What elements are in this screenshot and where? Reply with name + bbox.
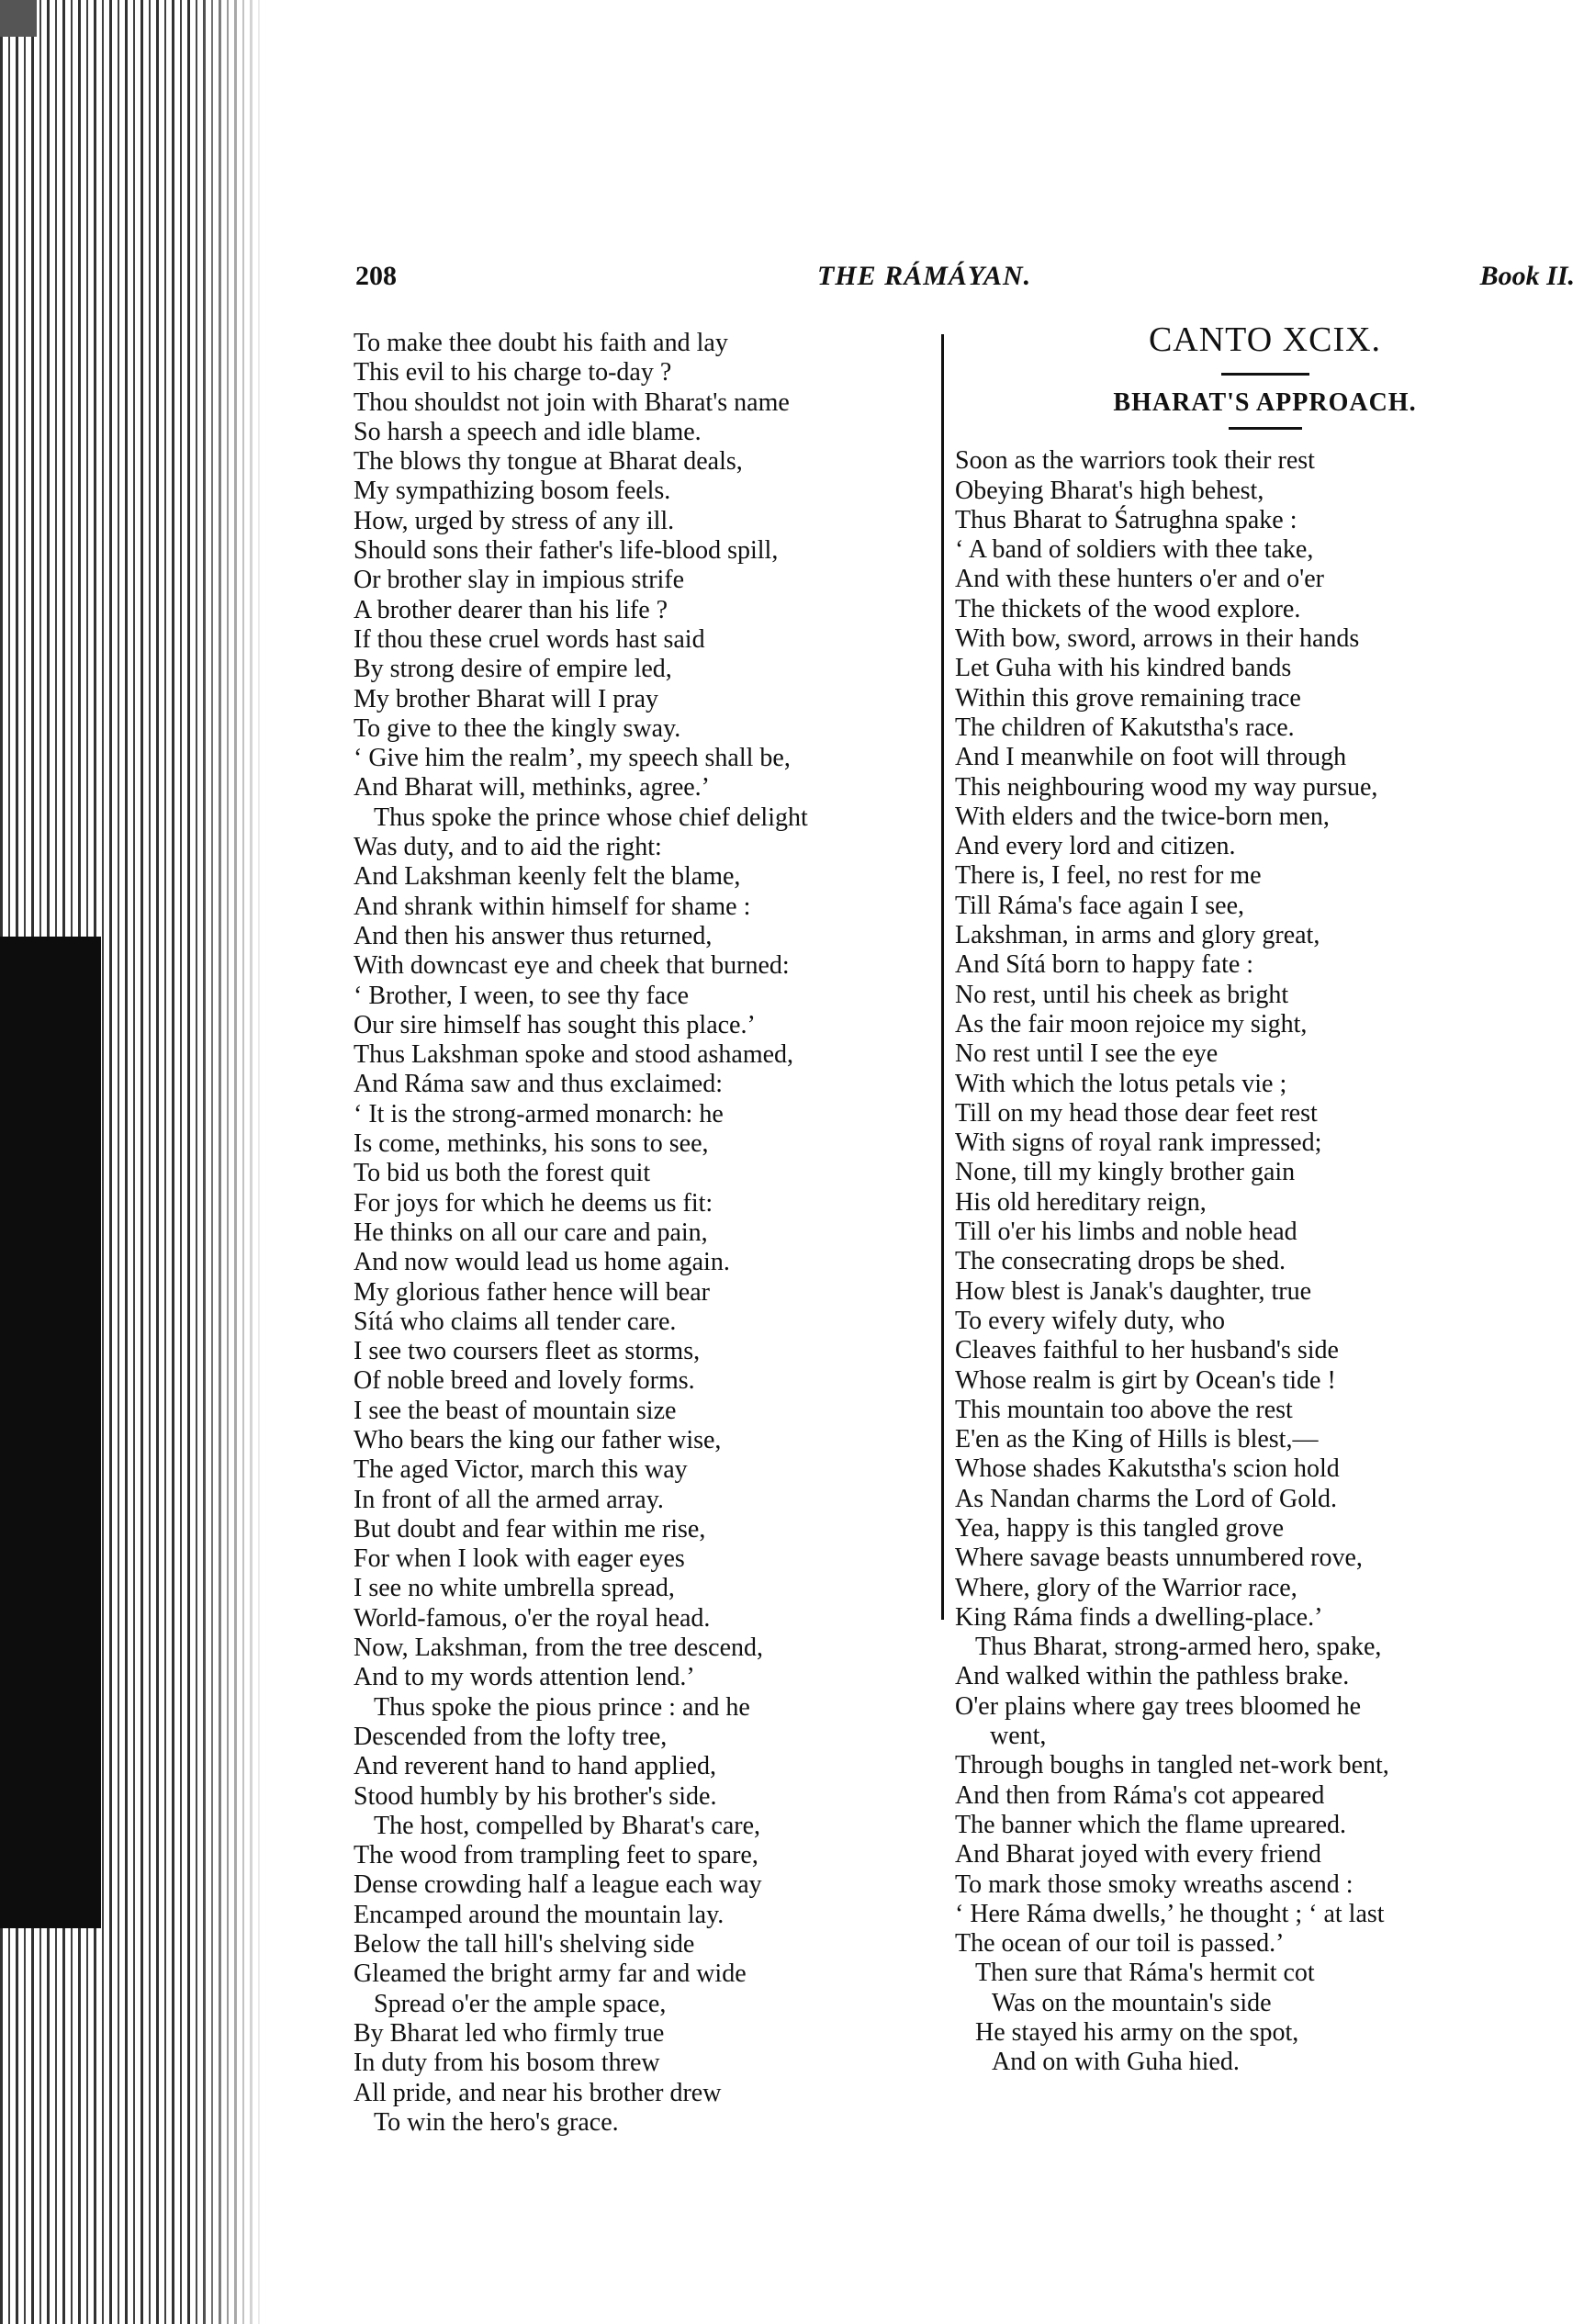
verse-line: The children of Kakutstha's race. (955, 713, 1295, 742)
verse-line: In duty from his bosom threw (354, 2049, 660, 2078)
verse-line: But doubt and fear within me rise, (354, 1514, 706, 1544)
verse-line: The consecrating drops be shed. (955, 1247, 1286, 1276)
verse-line: As the fair moon rejoice my sight, (955, 1009, 1308, 1039)
verse-line: And Bharat joyed with every friend (955, 1840, 1321, 1869)
verse-line: With elders and the twice-born men, (955, 802, 1330, 831)
canto-subtitle: BHARAT'S APPROACH. (1113, 388, 1417, 417)
verse-line: If thou these cruel words hast said (354, 624, 705, 654)
verse-line: Now, Lakshman, from the tree descend, (354, 1634, 764, 1663)
verse-line: By Bharat led who firmly true (354, 2018, 665, 2048)
verse-line: So harsh a speech and idle blame. (354, 417, 702, 446)
binding-fade (193, 0, 266, 2324)
verse-line: He thinks on all our care and pain, (354, 1218, 708, 1247)
verse-line: And then his answer thus returned, (354, 921, 713, 950)
verse-line: Till Ráma's face again I see, (955, 891, 1245, 920)
scan-mark (0, 0, 37, 37)
text-columns (354, 320, 1575, 2257)
verse-line: He stayed his army on the spot, (975, 2018, 1299, 2048)
verse-line: And walked within the pathless brake. (955, 1662, 1350, 1691)
canto-title: CANTO XCIX. (1148, 320, 1382, 359)
verse-line: For when I look with eager eyes (354, 1544, 685, 1574)
verse-line: I see no white umbrella spread, (354, 1574, 675, 1603)
verse-line: ‘ It is the strong-armed monarch: he (354, 1099, 724, 1128)
verse-line: His old hereditary reign, (955, 1187, 1207, 1217)
book-page (354, 257, 1575, 2137)
verse-line: Gleamed the bright army far and wide (354, 1959, 747, 1989)
verse-line: Where savage beasts unnumbered rove, (955, 1544, 1363, 1573)
verse-line: Spread o'er the ample space, (374, 1989, 667, 2018)
verse-line: Was duty, and to aid the right: (354, 833, 662, 862)
verse-line: Who bears the king our father wise, (354, 1425, 722, 1454)
right-column-verses (955, 446, 1575, 2077)
verse-line: Is come, methinks, his sons to see, (354, 1129, 709, 1159)
verse-line: With which the lotus petals vie ; (955, 1069, 1287, 1098)
verse-line: Cleaves faithful to her husband's side (955, 1336, 1339, 1365)
verse-line: The banner which the flame upreared. (955, 1810, 1347, 1839)
verse-line: Encamped around the mountain lay. (354, 1900, 724, 1929)
verse-line: I see two coursers fleet as storms, (354, 1337, 701, 1366)
verse-line: I see the beast of mountain size (354, 1396, 677, 1425)
verse-line: This mountain too above the rest (955, 1395, 1293, 1424)
verse-line: To win the hero's grace. (374, 2107, 619, 2137)
verse-line: My glorious father hence will bear (354, 1277, 710, 1307)
verse-line: To every wifely duty, who (955, 1306, 1226, 1335)
verse-line: Obeying Bharat's high behest, (955, 476, 1264, 505)
verse-line: E'en as the King of Hills is blest,— (955, 1425, 1319, 1454)
verse-line: And now would lead us home again. (354, 1248, 730, 1277)
verse-line: And on with Guha hied. (992, 2048, 1240, 2077)
left-column (354, 329, 941, 2138)
verse-line: The blows thy tongue at Bharat deals, (354, 447, 743, 477)
verse-line: O'er plains where gay trees bloomed he (955, 1691, 1361, 1721)
verse-line: Was on the mountain's side (992, 1988, 1272, 2017)
verse-line: The thickets of the wood explore. (955, 594, 1301, 623)
title-rule (1221, 373, 1309, 376)
verse-line: Let Guha with his kindred bands (955, 654, 1292, 683)
verse-line: As Nandan charms the Lord of Gold. (955, 1484, 1338, 1513)
verse-line: Soon as the warriors took their rest (955, 446, 1315, 476)
verse-line: Below the tall hill's shelving side (354, 1930, 695, 1959)
verse-line: Thus Lakshman spoke and stood ashamed, (354, 1040, 794, 1070)
verse-line: The ocean of our toil is passed.’ (955, 1929, 1285, 1959)
verse-line: In front of all the armed array. (354, 1485, 664, 1514)
verse-line: To bid us both the forest quit (354, 1159, 651, 1188)
verse-line: Thus spoke the pious prince : and he (374, 1692, 750, 1722)
verse-line: And I meanwhile on foot will through (955, 743, 1347, 772)
book-label: Book II. (1479, 261, 1575, 291)
verse-line: Then sure that Ráma's hermit cot (975, 1959, 1315, 1988)
verse-line: There is, I feel, no rest for me (955, 861, 1262, 891)
verse-line: This neighbouring wood my way pursue, (955, 772, 1378, 802)
verse-line: King Ráma finds a dwelling-place.’ (955, 1602, 1323, 1632)
verse-line: ‘ Brother, I ween, to see thy face (354, 981, 690, 1010)
verse-line: My brother Bharat will I pray (354, 684, 659, 713)
verse-line: With bow, sword, arrows in their hands (955, 624, 1360, 654)
verse-line: And Bharat will, methinks, agree.’ (354, 773, 711, 803)
verse-line: Through boughs in tangled net-work bent, (955, 1751, 1389, 1780)
verse-line: None, till my kingly brother gain (955, 1158, 1296, 1187)
verse-line: The aged Victor, march this way (354, 1455, 688, 1485)
verse-line: By strong desire of empire led, (354, 655, 672, 684)
verse-line: Whose shades Kakutstha's scion hold (955, 1454, 1340, 1484)
verse-line: Thus spoke the prince whose chief delight (374, 803, 808, 832)
verse-line: And with these hunters o'er and o'er (955, 565, 1324, 594)
verse-line: ‘ Here Ráma dwells,’ he thought ; ‘ at last (955, 1899, 1385, 1928)
verse-line: And shrank within himself for shame : (354, 892, 751, 921)
verse-line: No rest, until his cheek as bright (955, 980, 1289, 1009)
verse-line: Or brother slay in impious strife (354, 566, 685, 595)
verse-line: ‘ A band of soldiers with thee take, (955, 535, 1314, 565)
binding-shadow (0, 937, 101, 1928)
verse-line: This evil to his charge to-day ? (354, 358, 672, 387)
verse-line: Lakshman, in arms and glory great, (955, 921, 1320, 950)
verse-line: Within this grove remaining trace (955, 683, 1301, 713)
verse-line: How blest is Janak's daughter, true (955, 1276, 1312, 1306)
verse-line: Whose realm is girt by Ocean's tide ! (955, 1365, 1336, 1395)
verse-line: My sympathizing bosom feels. (354, 477, 671, 506)
verse-line: Where, glory of the Warrior race, (955, 1573, 1297, 1602)
page-number: 208 (355, 261, 397, 291)
verse-line: Our sire himself has sought this place.’ (354, 1010, 756, 1039)
right-column (955, 320, 1575, 2078)
verse-line: And reverent hand to hand applied, (354, 1752, 716, 1781)
verse-line: A brother dearer than his life ? (354, 595, 668, 624)
verse-line: To mark those smoky wreaths ascend : (955, 1869, 1354, 1899)
verse-line: Thus Bharat to Śatrughna spake : (955, 505, 1297, 534)
verse-line: And Ráma saw and thus exclaimed: (354, 1070, 724, 1099)
verse-line: Of noble breed and lovely forms. (354, 1366, 695, 1396)
page-header (354, 257, 1575, 303)
verse-line: With downcast eye and cheek that burned: (354, 951, 790, 981)
verse-line: And then from Ráma's cot appeared (955, 1780, 1325, 1810)
verse-line: And Sítá born to happy fate : (955, 950, 1254, 980)
verse-line: With signs of royal rank impressed; (955, 1128, 1322, 1158)
verse-line: Dense crowding half a league each way (354, 1870, 762, 1900)
verse-line: To make thee doubt his faith and lay (354, 329, 728, 357)
verse-line: Stood humbly by his brother's side. (354, 1781, 717, 1811)
verse-line: And to my words attention lend.’ (354, 1663, 695, 1692)
verse-line: And every lord and citizen. (955, 832, 1236, 861)
verse-line: All pride, and near his brother drew (354, 2078, 722, 2107)
verse-line: The host, compelled by Bharat's care, (374, 1811, 761, 1840)
verse-line: ‘ Give him the realm’, my speech shall be, (354, 744, 791, 773)
verse-line: Sítá who claims all tender care. (354, 1307, 677, 1336)
verse-line: Till o'er his limbs and noble head (955, 1218, 1297, 1247)
verse-line: No rest until I see the eye (955, 1039, 1219, 1069)
verse-line: For joys for which he deems us fit: (354, 1188, 713, 1218)
verse-line: The wood from trampling feet to spare, (354, 1841, 758, 1870)
verse-line: World-famous, o'er the royal head. (354, 1603, 711, 1633)
verse-line: Till on my head those dear feet rest (955, 1098, 1318, 1128)
verse-line: went, (990, 1722, 1047, 1751)
verse-line: Thou shouldst not join with Bharat's name (354, 387, 790, 417)
verse-line: Should sons their father's life-blood spill, (354, 536, 779, 566)
verse-line: How, urged by stress of any ill. (354, 506, 675, 535)
verse-line: And Lakshman keenly felt the blame, (354, 862, 741, 892)
verse-line: Descended from the lofty tree, (354, 1722, 668, 1751)
verse-line: To give to thee the kingly sway. (354, 713, 681, 743)
running-title: THE RÁMÁYAN. (817, 261, 1032, 291)
subtitle-rule (1229, 427, 1302, 430)
verse-line: Thus Bharat, strong-armed hero, spake, (975, 1633, 1382, 1662)
column-divider (941, 334, 944, 1620)
verse-line: Yea, happy is this tangled grove (955, 1513, 1284, 1543)
